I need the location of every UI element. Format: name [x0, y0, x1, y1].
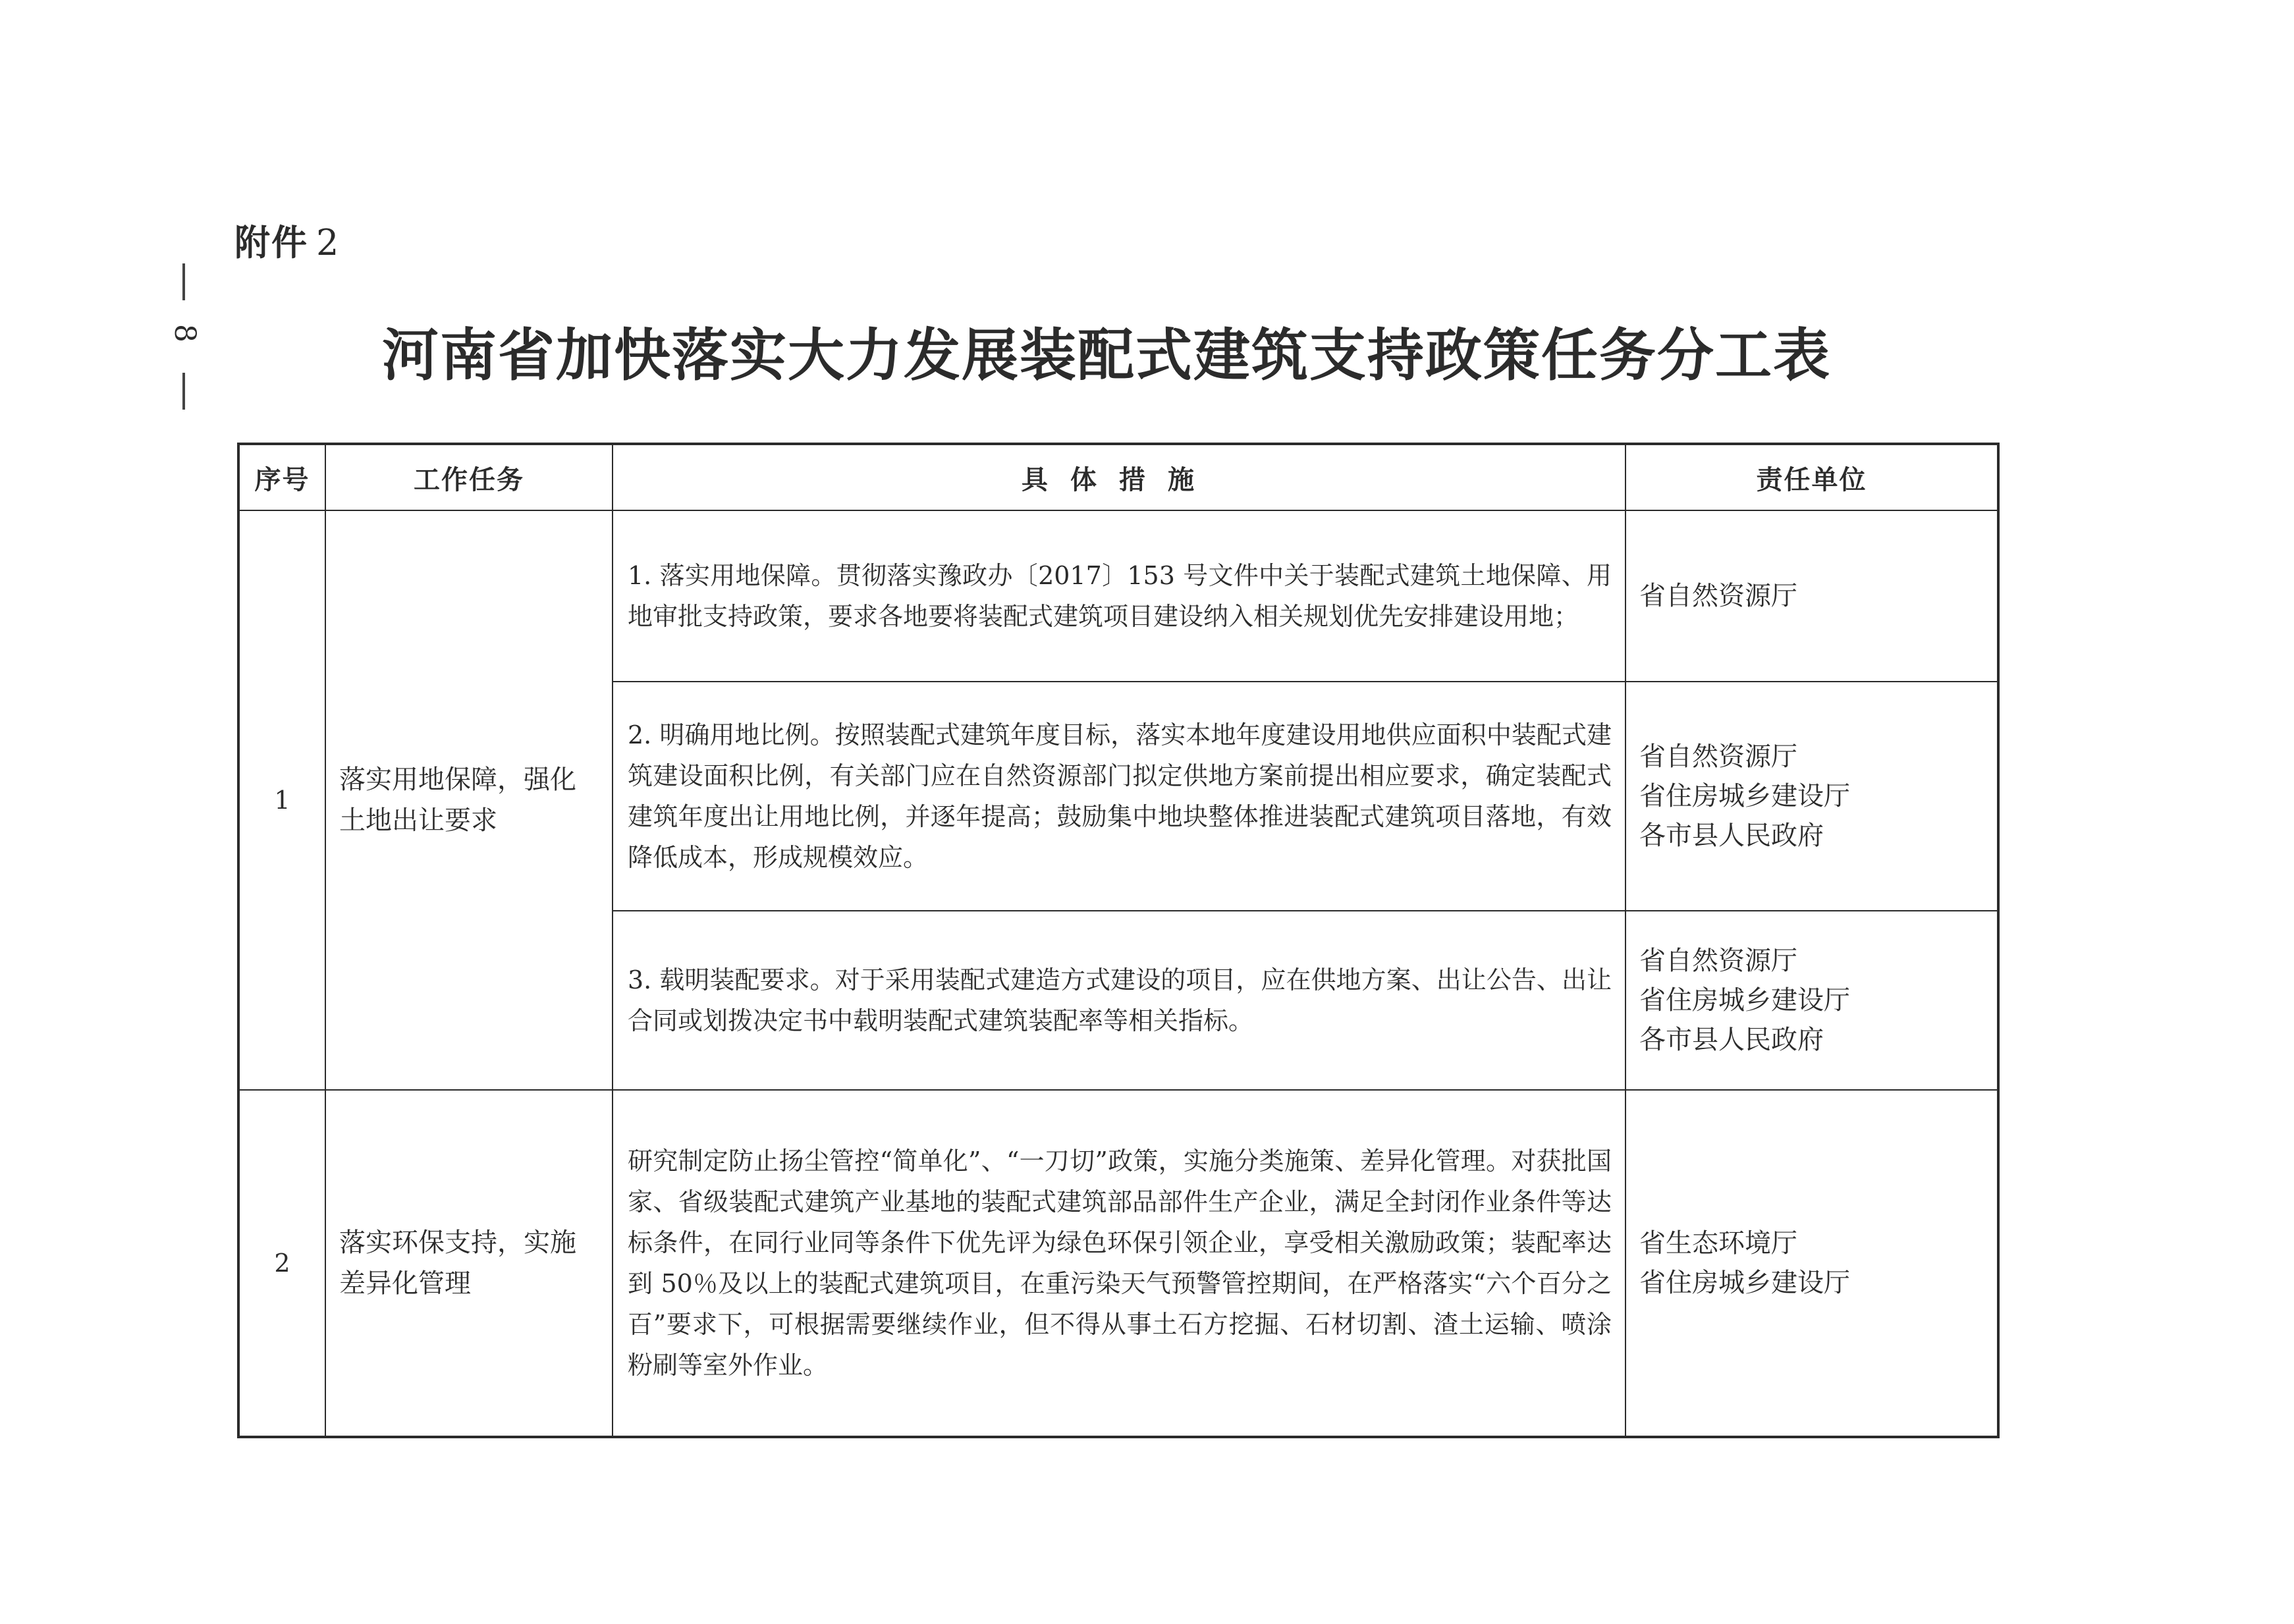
unit-name: 省住房城乡建设厅 [1639, 985, 1850, 1015]
row-units [1625, 510, 1998, 682]
row-units [1625, 1090, 1998, 1437]
table-row [238, 1090, 1998, 1437]
row-seq: 2 [238, 1090, 325, 1437]
unit-name: 省自然资源厅 [1639, 742, 1797, 772]
page-number-dash-bottom [182, 373, 185, 410]
header-seq: 序号 [238, 444, 325, 510]
row-task: 落实用地保障，强化土地出让要求 [325, 510, 613, 1090]
header-units: 责任单位 [1625, 444, 1998, 510]
table-header-row [238, 444, 1998, 510]
row-measure: 研究制定防止扬尘管控“简单化”、“一刀切”政策，实施分类施策、差异化管理。对获批国家、省级装配式建筑产业基地的装配式建筑部品部件生产企业，满足全封闭作业条件等达标条件，在同行业同等条件下优先评为绿色环保引领企业，享受相关激励政策；装配率达到 50％及以上的装配式建筑项目，在重污染天气预警管控期间，在严格落实“六个百分之百”要求下，可根据需要继续作业，但不得从事土石方挖掘、石材切割、渣土运输、喷涂粉刷等室外作业。 [613, 1090, 1625, 1437]
unit-name: 省自然资源厅 [1639, 946, 1797, 976]
row-measure: 2. 明确用地比例。按照装配式建筑年度目标，落实本地年度建设用地供应面积中装配式建筑建设面积比例，有关部门应在自然资源部门拟定供地方案前提出相应要求，确定装配式建筑年度出让用地比例，并逐年提高；鼓励集中地块整体推进装配式建筑项目落地，有效降低成本，形成规模效应。 [613, 682, 1625, 911]
document-title: 河南省加快落实大力发展装配式建筑支持政策任务分工表 [382, 323, 1831, 389]
header-task: 工作任务 [325, 444, 613, 510]
page-number-dash-top [182, 263, 185, 300]
unit-name: 省自然资源厅 [1639, 581, 1797, 611]
unit-name: 各市县人民政府 [1639, 821, 1824, 851]
unit-name: 省生态环境厅 [1639, 1228, 1797, 1259]
unit-name: 省住房城乡建设厅 [1639, 781, 1850, 811]
row-units [1625, 682, 1998, 911]
page-number-value: 8 [168, 324, 202, 342]
header-measures: 具体措施 [613, 444, 1625, 510]
row-measure: 1. 落实用地保障。贯彻落实豫政办〔2017〕153 号文件中关于装配式建筑土地保障、用地审批支持政策，要求各地要将装配式建筑项目建设纳入相关规划优先安排建设用地； [613, 510, 1625, 682]
row-units [1625, 911, 1998, 1090]
row-seq: 1 [238, 510, 325, 1090]
attachment-label [234, 215, 340, 265]
row-task: 落实环保支持，实施差异化管理 [325, 1090, 613, 1437]
table-row [238, 510, 1998, 682]
attachment-label-text: 附件 [234, 222, 308, 263]
attachment-number: 2 [316, 222, 341, 263]
unit-name: 各市县人民政府 [1639, 1025, 1824, 1055]
unit-name: 省住房城乡建设厅 [1639, 1268, 1850, 1298]
row-measure: 3. 载明装配要求。对于采用装配式建造方式建设的项目，应在供地方案、出让公告、出让合同或划拨决定书中载明装配式建筑装配率等相关指标。 [613, 911, 1625, 1090]
page-number [158, 257, 202, 415]
task-division-table [237, 443, 2000, 1438]
